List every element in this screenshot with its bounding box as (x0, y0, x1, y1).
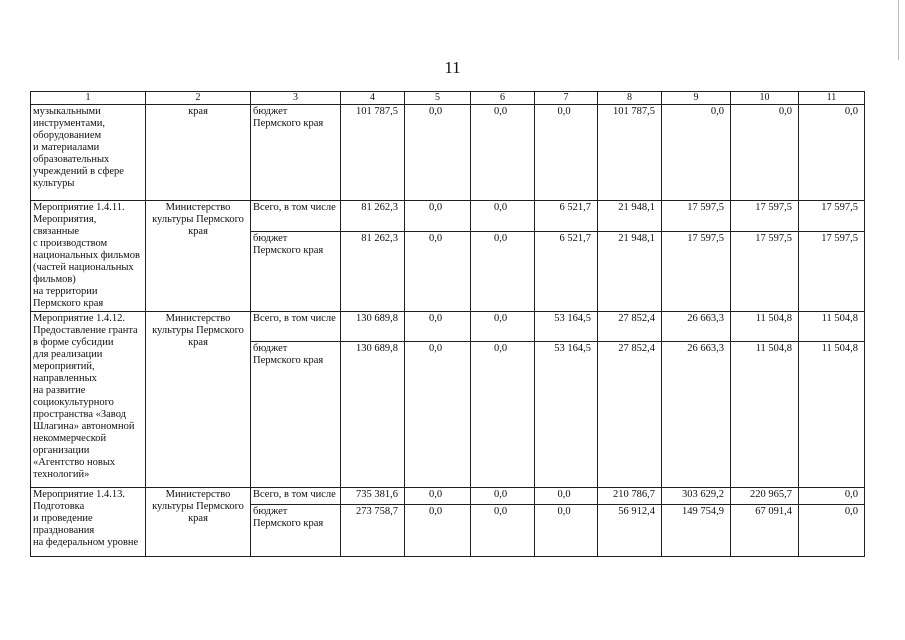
amount-cell-col-10: 67 091,4 (731, 505, 799, 557)
column-number-3: 3 (251, 92, 341, 105)
column-number-2: 2 (146, 92, 251, 105)
funding-source-cell: бюджет Пермского края (251, 105, 341, 201)
amount-cell-col-4: 81 262,3 (341, 231, 405, 311)
executor-cell: Министерство культуры Пермского края (146, 201, 251, 312)
funding-source-cell: бюджет Пермского края (251, 342, 341, 488)
amount-cell-col-8: 27 852,4 (598, 342, 662, 488)
amount-cell-col-7: 6 521,7 (535, 231, 598, 311)
executor-cell: Министерство культуры Пермского края (146, 488, 251, 557)
measure-name-cell: музыкальными инструментами, оборудованием и материалами образовательных учреждений в сфере культуры (31, 105, 146, 201)
amount-cell-col-6: 0,0 (471, 505, 535, 557)
amount-cell-col-7: 0,0 (535, 488, 598, 505)
amount-cell-col-8: 56 912,4 (598, 505, 662, 557)
column-number-6: 6 (471, 92, 535, 105)
amount-cell-col-6: 0,0 (471, 312, 535, 342)
amount-cell-col-4: 273 758,7 (341, 505, 405, 557)
amount-cell-col-11: 0,0 (799, 505, 865, 557)
amount-cell-col-9: 0,0 (662, 105, 731, 201)
amount-cell-col-5: 0,0 (405, 201, 471, 232)
amount-cell-col-9: 17 597,5 (662, 231, 731, 311)
amount-cell-col-8: 21 948,1 (598, 231, 662, 311)
amount-cell-col-4: 81 262,3 (341, 201, 405, 232)
amount-cell-col-11: 11 504,8 (799, 312, 865, 342)
amount-cell-col-6: 0,0 (471, 201, 535, 232)
amount-cell-col-11: 17 597,5 (799, 201, 865, 232)
amount-cell-col-5: 0,0 (405, 488, 471, 505)
amount-cell-col-9: 149 754,9 (662, 505, 731, 557)
table-row (31, 488, 865, 505)
amount-cell-col-7: 53 164,5 (535, 342, 598, 488)
amount-cell-col-8: 101 787,5 (598, 105, 662, 201)
amount-cell-col-4: 130 689,8 (341, 342, 405, 488)
amount-cell-col-5: 0,0 (405, 312, 471, 342)
amount-cell-col-6: 0,0 (471, 231, 535, 311)
amount-cell-col-9: 26 663,3 (662, 342, 731, 488)
executor-cell: края (146, 105, 251, 201)
amount-cell-col-5: 0,0 (405, 342, 471, 488)
amount-cell-col-4: 101 787,5 (341, 105, 405, 201)
amount-cell-col-11: 0,0 (799, 488, 865, 505)
amount-cell-col-10: 17 597,5 (731, 231, 799, 311)
funding-source-cell: бюджет Пермского края (251, 505, 341, 557)
table-row (31, 201, 865, 232)
amount-cell-col-11: 17 597,5 (799, 231, 865, 311)
amount-cell-col-10: 11 504,8 (731, 312, 799, 342)
funding-source-cell: Всего, в том числе (251, 488, 341, 505)
table-row (31, 105, 865, 201)
amount-cell-col-8: 210 786,7 (598, 488, 662, 505)
amount-cell-col-7: 0,0 (535, 505, 598, 557)
amount-cell-col-10: 220 965,7 (731, 488, 799, 505)
amount-cell-col-9: 26 663,3 (662, 312, 731, 342)
amount-cell-col-8: 21 948,1 (598, 201, 662, 232)
amount-cell-col-11: 11 504,8 (799, 342, 865, 488)
executor-cell: Министерство культуры Пермского края (146, 312, 251, 488)
amount-cell-col-8: 27 852,4 (598, 312, 662, 342)
funding-source-cell: Всего, в том числе (251, 201, 341, 232)
column-number-8: 8 (598, 92, 662, 105)
budget-table (30, 91, 865, 557)
amount-cell-col-5: 0,0 (405, 505, 471, 557)
amount-cell-col-7: 0,0 (535, 105, 598, 201)
column-number-10: 10 (731, 92, 799, 105)
funding-source-cell: бюджет Пермского края (251, 231, 341, 311)
amount-cell-col-10: 0,0 (731, 105, 799, 201)
amount-cell-col-10: 17 597,5 (731, 201, 799, 232)
column-number-row (31, 92, 865, 105)
amount-cell-col-7: 53 164,5 (535, 312, 598, 342)
column-number-7: 7 (535, 92, 598, 105)
scan-edge-mark (898, 0, 905, 60)
amount-cell-col-9: 17 597,5 (662, 201, 731, 232)
column-number-9: 9 (662, 92, 731, 105)
funding-source-cell: Всего, в том числе (251, 312, 341, 342)
column-number-4: 4 (341, 92, 405, 105)
amount-cell-col-4: 130 689,8 (341, 312, 405, 342)
column-number-5: 5 (405, 92, 471, 105)
amount-cell-col-9: 303 629,2 (662, 488, 731, 505)
amount-cell-col-6: 0,0 (471, 105, 535, 201)
column-number-1: 1 (31, 92, 146, 105)
amount-cell-col-6: 0,0 (471, 488, 535, 505)
column-number-11: 11 (799, 92, 865, 105)
page-number: 11 (444, 58, 461, 77)
measure-name-cell: Мероприятие 1.4.13. Подготовка и проведение празднования на федеральном уровне (31, 488, 146, 557)
amount-cell-col-4: 735 381,6 (341, 488, 405, 505)
measure-name-cell: Мероприятие 1.4.12. Предоставление гранта в форме субсидии для реализации мероприятий, направленных на развитие социокультурного пространства «Завод Шлагина» автономной некоммерческой организации «Агентство новых технологий» (31, 312, 146, 488)
amount-cell-col-10: 11 504,8 (731, 342, 799, 488)
amount-cell-col-5: 0,0 (405, 231, 471, 311)
measure-name-cell: Мероприятие 1.4.11. Мероприятия, связанные с производством национальных фильмов (частей национальных фильмов) на территории Пермского края (31, 201, 146, 312)
table-row (31, 312, 865, 342)
amount-cell-col-7: 6 521,7 (535, 201, 598, 232)
amount-cell-col-5: 0,0 (405, 105, 471, 201)
amount-cell-col-6: 0,0 (471, 342, 535, 488)
amount-cell-col-11: 0,0 (799, 105, 865, 201)
